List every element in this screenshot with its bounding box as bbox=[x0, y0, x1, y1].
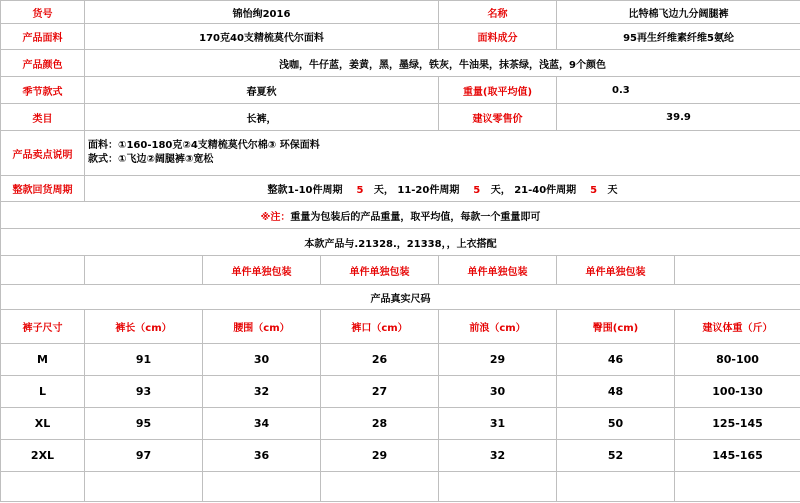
price-label: 建议零售价 bbox=[439, 104, 557, 131]
season-label: 季节款式 bbox=[1, 77, 85, 104]
packaging-empty-cell bbox=[675, 256, 800, 285]
size-header-cell: 臀围(cm) bbox=[557, 310, 675, 344]
size-header-cell: 裤口（cm） bbox=[321, 310, 439, 344]
category-value: 长裤， bbox=[85, 104, 439, 131]
selling-label: 产品卖点说明 bbox=[1, 131, 85, 176]
restock-tier-1-days: 5 bbox=[356, 185, 364, 196]
restock-value bbox=[85, 176, 800, 202]
size-cell: XL bbox=[1, 408, 85, 440]
composition-label: 面料成分 bbox=[439, 24, 557, 50]
size-header-cell: 腰围（cm） bbox=[203, 310, 321, 344]
size-cell: 32 bbox=[203, 376, 321, 408]
row-restock bbox=[1, 176, 800, 202]
restock-tier-2: 11-20件周期 bbox=[397, 185, 460, 196]
packaging-label: 单件单独包装 bbox=[557, 256, 675, 285]
weight-label: 重量(取平均值) bbox=[439, 77, 557, 104]
size-row bbox=[1, 344, 800, 376]
row-color bbox=[1, 50, 800, 77]
size-header-row bbox=[1, 310, 800, 344]
name-label: 名称 bbox=[439, 1, 557, 24]
packaging-empty-cell bbox=[1, 256, 85, 285]
empty-cell bbox=[675, 472, 800, 502]
empty-cell bbox=[439, 472, 557, 502]
packaging-label: 单件单独包装 bbox=[203, 256, 321, 285]
size-row bbox=[1, 376, 800, 408]
size-cell: 93 bbox=[85, 376, 203, 408]
size-row-empty bbox=[1, 472, 800, 502]
size-cell: 29 bbox=[439, 344, 557, 376]
row-category bbox=[1, 104, 800, 131]
color-label: 产品颜色 bbox=[1, 50, 85, 77]
size-cell: 100-130 bbox=[675, 376, 800, 408]
size-cell: 48 bbox=[557, 376, 675, 408]
size-header-cell: 前浪（cm） bbox=[439, 310, 557, 344]
composition-value: 95再生纤维素纤维5氨纶 bbox=[557, 24, 800, 50]
row-selling-points bbox=[1, 131, 800, 176]
restock-tier-3: 21-40件周期 bbox=[514, 185, 577, 196]
selling-line-style: 款式：①飞边②阔腿裤③宽松 bbox=[88, 154, 214, 165]
size-cell: 145-165 bbox=[675, 440, 800, 472]
note-prefix: ※注： bbox=[260, 211, 291, 223]
size-cell: 30 bbox=[439, 376, 557, 408]
size-cell: 30 bbox=[203, 344, 321, 376]
size-cell: 2XL bbox=[1, 440, 85, 472]
size-cell: 97 bbox=[85, 440, 203, 472]
size-cell: 46 bbox=[557, 344, 675, 376]
size-header-cell: 建议体重（斤） bbox=[675, 310, 800, 344]
row-item-no bbox=[1, 1, 800, 24]
size-header-cell: 裤子尺寸 bbox=[1, 310, 85, 344]
restock-unit-1: 天， bbox=[373, 185, 394, 196]
restock-unit-3: 天 bbox=[607, 185, 618, 196]
row-note bbox=[1, 202, 800, 229]
row-season bbox=[1, 77, 800, 104]
selling-line-fabric: 面料：①160-180克②4支精梳莫代尔棉③ 环保面料 bbox=[88, 140, 320, 151]
size-cell: 95 bbox=[85, 408, 203, 440]
size-cell: L bbox=[1, 376, 85, 408]
selling-points bbox=[85, 131, 800, 176]
size-row bbox=[1, 440, 800, 472]
empty-cell bbox=[1, 472, 85, 502]
size-cell: 36 bbox=[203, 440, 321, 472]
size-cell: 52 bbox=[557, 440, 675, 472]
size-cell: 34 bbox=[203, 408, 321, 440]
size-cell: 50 bbox=[557, 408, 675, 440]
size-cell: 26 bbox=[321, 344, 439, 376]
restock-tier-2-days: 5 bbox=[473, 185, 481, 196]
category-label: 类目 bbox=[1, 104, 85, 131]
size-row bbox=[1, 408, 800, 440]
empty-cell bbox=[203, 472, 321, 502]
restock-label: 整款回货周期 bbox=[1, 176, 85, 202]
item-no-value: 锦怡绚2016 bbox=[85, 1, 439, 24]
name-value: 比特棉飞边九分阔腿裤 bbox=[557, 1, 800, 24]
packaging-label: 单件单独包装 bbox=[321, 256, 439, 285]
row-matching bbox=[1, 229, 800, 256]
size-cell: 27 bbox=[321, 376, 439, 408]
fabric-label: 产品面料 bbox=[1, 24, 85, 50]
size-cell: 80-100 bbox=[675, 344, 800, 376]
size-cell: 31 bbox=[439, 408, 557, 440]
weight-note bbox=[1, 202, 800, 229]
size-cell: 28 bbox=[321, 408, 439, 440]
row-fabric bbox=[1, 24, 800, 50]
row-size-title bbox=[1, 285, 800, 310]
empty-cell bbox=[85, 472, 203, 502]
size-cell: M bbox=[1, 344, 85, 376]
fabric-value: 170克40支精梳莫代尔面料 bbox=[85, 24, 439, 50]
note-text: 重量为包装后的产品重量，取平均值，每款一个重量即可 bbox=[290, 211, 541, 223]
size-table-title: 产品真实尺码 bbox=[1, 285, 800, 310]
size-cell: 29 bbox=[321, 440, 439, 472]
season-value: 春夏秋 bbox=[85, 77, 439, 104]
size-cell: 91 bbox=[85, 344, 203, 376]
price-value: 39.9 bbox=[557, 104, 800, 131]
empty-cell bbox=[557, 472, 675, 502]
restock-tier-3-days: 5 bbox=[590, 185, 598, 196]
packaging-empty-cell bbox=[85, 256, 203, 285]
size-header-cell: 裤长（cm） bbox=[85, 310, 203, 344]
size-cell: 125-145 bbox=[675, 408, 800, 440]
matching-text: 本款产品与.21328.，21338，，上衣搭配 bbox=[1, 229, 800, 256]
size-cell: 32 bbox=[439, 440, 557, 472]
empty-cell bbox=[321, 472, 439, 502]
color-value: 浅咖，牛仔蓝，姜黄，黑，墨绿，铁灰，牛油果，抹茶绿，浅蓝，9个颜色 bbox=[85, 50, 800, 77]
row-packaging bbox=[1, 256, 800, 285]
packaging-label: 单件单独包装 bbox=[439, 256, 557, 285]
weight-value: 0.3 bbox=[557, 77, 800, 104]
restock-unit-2: 天， bbox=[490, 185, 511, 196]
item-no-label: 货号 bbox=[1, 1, 85, 24]
restock-tier-1: 整款1-10件周期 bbox=[267, 185, 343, 196]
